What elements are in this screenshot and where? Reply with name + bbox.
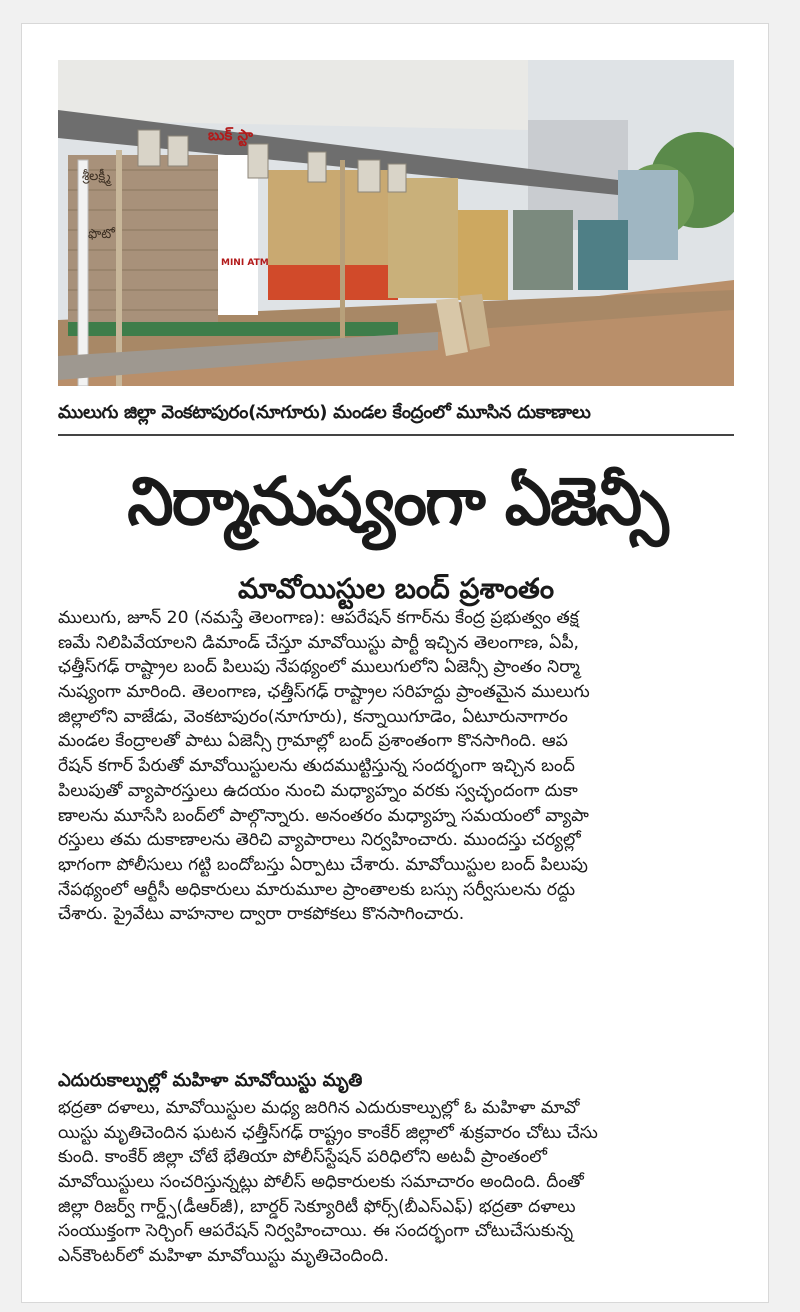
newspaper-clipping xyxy=(22,24,768,1302)
subheading-2: ఎదురుకాల్పుల్లో మహిళా మావోయిస్టు మృతి xyxy=(58,1070,363,1091)
headline: నిర్మానుష్యంగా ఏజెన్సీ xyxy=(127,463,667,540)
article-line: భాగంగా పోలీసులు గట్టి బందోబస్తు ఏర్పాటు చేశారు. మావోయిస్టుల బంద్ పిలుపు xyxy=(58,854,588,875)
street-photo-illustration xyxy=(58,60,734,386)
article-line: జిల్లాలోని వాజేడు, వెంకటాపురం(నూగూరు), కన్నాయిగూడెం, ఏటూరునాగారం xyxy=(58,706,568,727)
article-paragraph-2 xyxy=(58,1096,734,1269)
article-line: ణమే నిలిపివేయాలని డిమాండ్ చేస్తూ మావోయిస్టు పార్టీ ఇచ్చిన తెలంగాణ, ఏపీ, xyxy=(58,632,580,653)
article-line: ణాలను మూసేసి బంద్‌లో పాల్గొన్నారు. అనంతరం మధ్యాహ్న సమయంలో వ్యాపా xyxy=(58,805,589,826)
article-line: పిలుపుతో వ్యాపారస్తులు ఉదయం నుంచి మధ్యాహ్నం వరకు స్వచ్ఛందంగా దుకా xyxy=(58,780,578,801)
article-line: యిస్టు మృతిచెందిన ఘటన ఛత్తీస్‌గఢ్ రాష్ట్రం కాంకేర్ జిల్లాలో శుక్రవారం చోటు చేసు xyxy=(58,1122,598,1143)
article-line: భద్రతా దళాలు, మావోయిస్టుల మధ్య జరిగిన ఎదురుకాల్పుల్లో ఓ మహిళా మావో xyxy=(58,1098,580,1118)
article-line: ములుగు, జూన్ 20 (నమస్తే తెలంగాణ): ఆపరేషన్ కగార్‌ను కేంద్ర ప్రభుత్వం తక్ష xyxy=(58,608,579,628)
photo-caption: ములుగు జిల్లా వెంకటాపురం(నూగూరు) మండల కేంద్రంలో మూసిన దుకాణాలు xyxy=(58,402,591,423)
article-line: రస్తులు తమ దుకాణాలను తెరిచి వ్యాపారాలు నిర్వహించారు. ముందస్తు చర్యల్లో xyxy=(58,830,581,851)
caption-divider xyxy=(58,434,734,436)
article-line: నుష్యంగా మారింది. తెలంగాణ, ఛత్తీస్‌గఢ్ రాష్ట్రాల సరిహద్దు ప్రాంతమైన ములుగు xyxy=(58,682,590,703)
subheadline: మావోయిస్టుల బంద్ ప్రశాంతం xyxy=(237,572,555,605)
atm-sign: MINI ATM xyxy=(221,258,269,268)
article-line: ఎన్‌కౌంటర్‌లో మహిళా మావోయిస్టు మృతిచెందింది. xyxy=(58,1246,389,1267)
article-line: సంయుక్తంగా సెర్చింగ్ ఆపరేషన్ నిర్వహించాయి. ఈ సందర్భంగా చోటుచేసుకున్న xyxy=(58,1221,574,1242)
closed-shops-photo xyxy=(58,60,734,386)
shutter-sign-2: ఫొటో xyxy=(88,227,115,242)
book-stall-sign: బుక్ స్టా xyxy=(208,126,253,144)
article-line: మావోయిస్టులు సంచరిస్తున్నట్లు పోలీస్ అధికారులకు సమాచారం అందింది. దీంతో xyxy=(58,1172,584,1193)
article-line: జిల్లా రిజర్వ్ గార్డ్స్(డీఆర్‌జీ), బార్డర్ సెక్యూరిటీ ఫోర్స్(బీఎస్ఎఫ్) భద్రతా దళాలు xyxy=(58,1196,576,1217)
article-line: మండల కేంద్రాలతో పాటు ఏజెన్సీ గ్రామాల్లో బంద్ ప్రశాంతంగా కొనసాగింది. ఆప xyxy=(58,731,568,752)
shutter-sign-1: శ్రీలక్ష్మీ xyxy=(82,169,111,184)
article-line: నేపథ్యంలో ఆర్టీసీ అధికారులు మారుమూల ప్రాంతాలకు బస్సు సర్వీసులను రద్దు xyxy=(58,879,576,900)
article-line: రేషన్ కగార్ పేరుతో మావోయిస్టులను తుదముట్టిస్తున్న సందర్భంగా ఇచ్చిన బంద్ xyxy=(58,756,575,777)
article-line: కుంది. కాంకేర్ జిల్లా చోటే భేతియా పోలీస్‌స్టేషన్ పరిధిలోని అటవీ ప్రాంతంలో xyxy=(58,1147,547,1168)
article-paragraph-1 xyxy=(58,606,734,927)
article-line: చేశారు. ప్రైవేటు వాహనాల ద్వారా రాకపోకలు కొనసాగించారు. xyxy=(58,904,465,925)
article-line: ఛత్తీస్‌గఢ్ రాష్ట్రాల బంద్ పిలుపు నేపథ్యంలో ములుగులోని ఏజెన్సీ ప్రాంతం నిర్మా xyxy=(58,657,580,678)
